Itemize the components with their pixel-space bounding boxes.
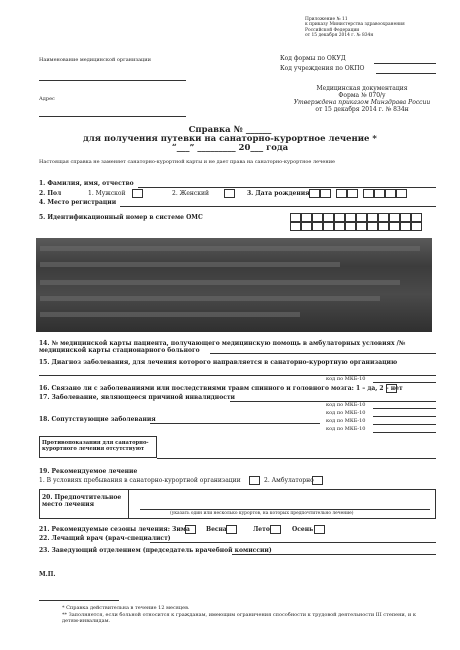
spring-label: Весна (206, 526, 227, 533)
field-20-label: 20. Предпочтительное место лечения (42, 494, 122, 508)
summer-checkbox[interactable] (270, 525, 281, 534)
med-doc-line: от 15 декабря 2014 г. № 834н (315, 106, 409, 113)
annex-line: от 15 декабря 2014 г. № 834н (305, 33, 374, 39)
doc-note: Настоящая справка не заменяет санаторно-курортной карты и не дает права на санаторно-курортное лечение (39, 159, 336, 165)
winter-checkbox[interactable] (185, 525, 196, 534)
mkb-label: код по МКБ-10 (326, 426, 366, 432)
title-line3: “___” _________ 20___ года (171, 143, 289, 153)
annex-line: к приказу Министерства здравоохранения (305, 22, 405, 28)
org-address-label: Адрес (39, 96, 55, 102)
oms-cell[interactable] (378, 222, 389, 231)
oms-cell[interactable] (345, 213, 356, 222)
med-doc-line: Форма № 070/у (338, 92, 386, 99)
okud-label: Код формы по ОКУД (280, 55, 346, 62)
oms-cell[interactable] (411, 213, 422, 222)
oms-cell[interactable] (400, 222, 411, 231)
field-1-label: 1. Фамилия, имя, отчество (39, 180, 134, 187)
sanatorium-checkbox[interactable] (249, 476, 260, 485)
okpo-line[interactable] (376, 73, 436, 74)
oms-cell[interactable] (312, 213, 323, 222)
redacted-row (40, 246, 420, 251)
oms-cell[interactable] (400, 213, 411, 222)
med-doc-line: Медицинская документация (316, 85, 408, 92)
field-23-line[interactable] (232, 554, 436, 555)
mkb-label: код по МКБ-10 (326, 418, 366, 424)
stamp-place: М.П. (39, 571, 56, 578)
medical-doc (282, 85, 442, 113)
contra-label: Противопоказания для санаторно-курортного лечения отсутствуют (42, 440, 149, 452)
mkb-label: код по МКБ-10 (326, 402, 366, 408)
okpo-label: Код учреждения по ОКПО (280, 65, 365, 72)
autumn-label: Осень (292, 526, 314, 533)
summer-label: Лето (253, 526, 270, 533)
footnote-2: ** Заполняется, если больной относится к гражданам, имеющим ограничения способности к трудовой деятельности III степени, и к детям-инвалидам. (62, 612, 416, 624)
okud-line[interactable] (374, 63, 436, 64)
field-21-label: 21. Рекомендуемые сезоны лечения: Зима (39, 526, 190, 533)
redacted-section (36, 238, 432, 332)
field-23-label: 23. Заведующий отделением (председатель врачебной комиссии) (39, 547, 272, 554)
field-16-box[interactable] (386, 384, 397, 393)
mkb-18a-line[interactable] (373, 416, 436, 417)
field-2-label: 2. Пол (39, 190, 62, 197)
redacted-row (40, 312, 300, 317)
mkb-15-line[interactable] (373, 382, 436, 383)
field-22-line[interactable] (150, 542, 436, 543)
male-checkbox[interactable] (132, 189, 143, 198)
field-14-line[interactable] (210, 353, 436, 354)
field-19a-label: 1. В условиях пребывания в санаторно-курортной организации (39, 477, 241, 484)
oms-cell[interactable] (301, 213, 312, 222)
oms-cell[interactable] (411, 222, 422, 231)
annex-line: Российской Федерации (305, 27, 360, 33)
field-16-label: 16. Связано ли с заболеваниями или последствиями травм спинного и головного мозга: 1 – да, 2 – нет (39, 385, 403, 392)
title-line2: для получения путевки на санаторно-курортное лечение * (83, 134, 377, 144)
med-doc-line: Утверждена приказом Минздрава России (293, 99, 431, 106)
field-4-label: 4. Место регистрации (39, 199, 117, 206)
title-line1: Справка № ______ (188, 125, 272, 135)
oms-cell[interactable] (367, 213, 378, 222)
mkb-17-line[interactable] (373, 408, 436, 409)
oms-cell[interactable] (378, 213, 389, 222)
dob-cell[interactable] (385, 189, 396, 198)
oms-cell[interactable] (345, 222, 356, 231)
redacted-row (40, 280, 400, 285)
doc-title (0, 126, 460, 153)
male-label: 1. Мужской (88, 190, 126, 197)
oms-cell[interactable] (301, 222, 312, 231)
field-19b-label: 2. Амбулаторно (264, 477, 314, 484)
autumn-checkbox[interactable] (314, 525, 325, 534)
annex-header (305, 17, 455, 39)
dob-cell[interactable] (336, 189, 347, 198)
field-17-label: 17. Заболевание, являющееся причиной инвалидности (39, 394, 236, 401)
female-checkbox[interactable] (224, 189, 235, 198)
mkb-label: код по МКБ-10 (326, 376, 366, 382)
dob-cell[interactable] (363, 189, 374, 198)
footnote-1: * Справка действительна в течение 12 месяцев. (62, 605, 190, 611)
contra-line[interactable] (157, 458, 436, 459)
spring-checkbox[interactable] (226, 525, 237, 534)
field-1-line[interactable] (138, 187, 436, 188)
org-address-line[interactable] (39, 116, 186, 117)
org-name-label: Наименование медицинской организации (39, 57, 151, 63)
annex-line: Приложение № 11 (305, 17, 348, 22)
redacted-row (40, 296, 380, 301)
oms-cell[interactable] (334, 222, 345, 231)
field-3-label: 3. Дата рождения (247, 190, 310, 197)
field-19-label: 19. Рекомендуемое лечение (39, 468, 138, 475)
dob-cell[interactable] (347, 189, 358, 198)
dob-cell[interactable] (374, 189, 385, 198)
org-name-line[interactable] (39, 80, 186, 81)
mkb-label: код по МКБ-10 (326, 410, 366, 416)
footnote-separator (39, 600, 119, 601)
dob-cell[interactable] (320, 189, 331, 198)
dob-cell[interactable] (309, 189, 320, 198)
oms-cell[interactable] (389, 222, 400, 231)
oms-cell[interactable] (312, 222, 323, 231)
field-4-line[interactable] (120, 206, 436, 207)
oms-cell[interactable] (290, 222, 301, 231)
oms-cell[interactable] (367, 222, 378, 231)
oms-cell[interactable] (323, 222, 334, 231)
oms-cell[interactable] (389, 213, 400, 222)
oms-cell[interactable] (334, 213, 345, 222)
field-18-label: 18. Сопутствующие заболевания (39, 416, 156, 423)
field-20-note: (указать один или несколько курортов, на которых предпочтительно лечение) (170, 511, 354, 516)
field-15-line[interactable] (39, 375, 436, 376)
field-15-label: 15. Диагноз заболевания, для лечения которого направляется в санаторно-курортную организацию (39, 359, 398, 366)
mkb-18b-line[interactable] (373, 424, 436, 425)
dob-cell[interactable] (396, 189, 407, 198)
field-20-line[interactable] (140, 509, 430, 510)
field-5-label: 5. Идентификационный номер в системе ОМС (39, 214, 203, 221)
oms-cell[interactable] (356, 213, 367, 222)
mkb-18c-line[interactable] (373, 432, 436, 433)
redacted-row (40, 262, 340, 267)
field-18-line[interactable] (150, 423, 320, 424)
oms-cell[interactable] (290, 213, 301, 222)
outpatient-checkbox[interactable] (312, 476, 323, 485)
oms-cell[interactable] (356, 222, 367, 231)
oms-cell[interactable] (323, 213, 334, 222)
field-14-label: 14. № медицинской карты пациента, получающего медицинскую помощь в амбулаторных условиях /№ медицинской карты стационарного больного (39, 340, 406, 354)
female-label: 2. Женский (172, 190, 210, 197)
field-22-label: 22. Лечащий врач (врач-специалист) (39, 535, 171, 542)
